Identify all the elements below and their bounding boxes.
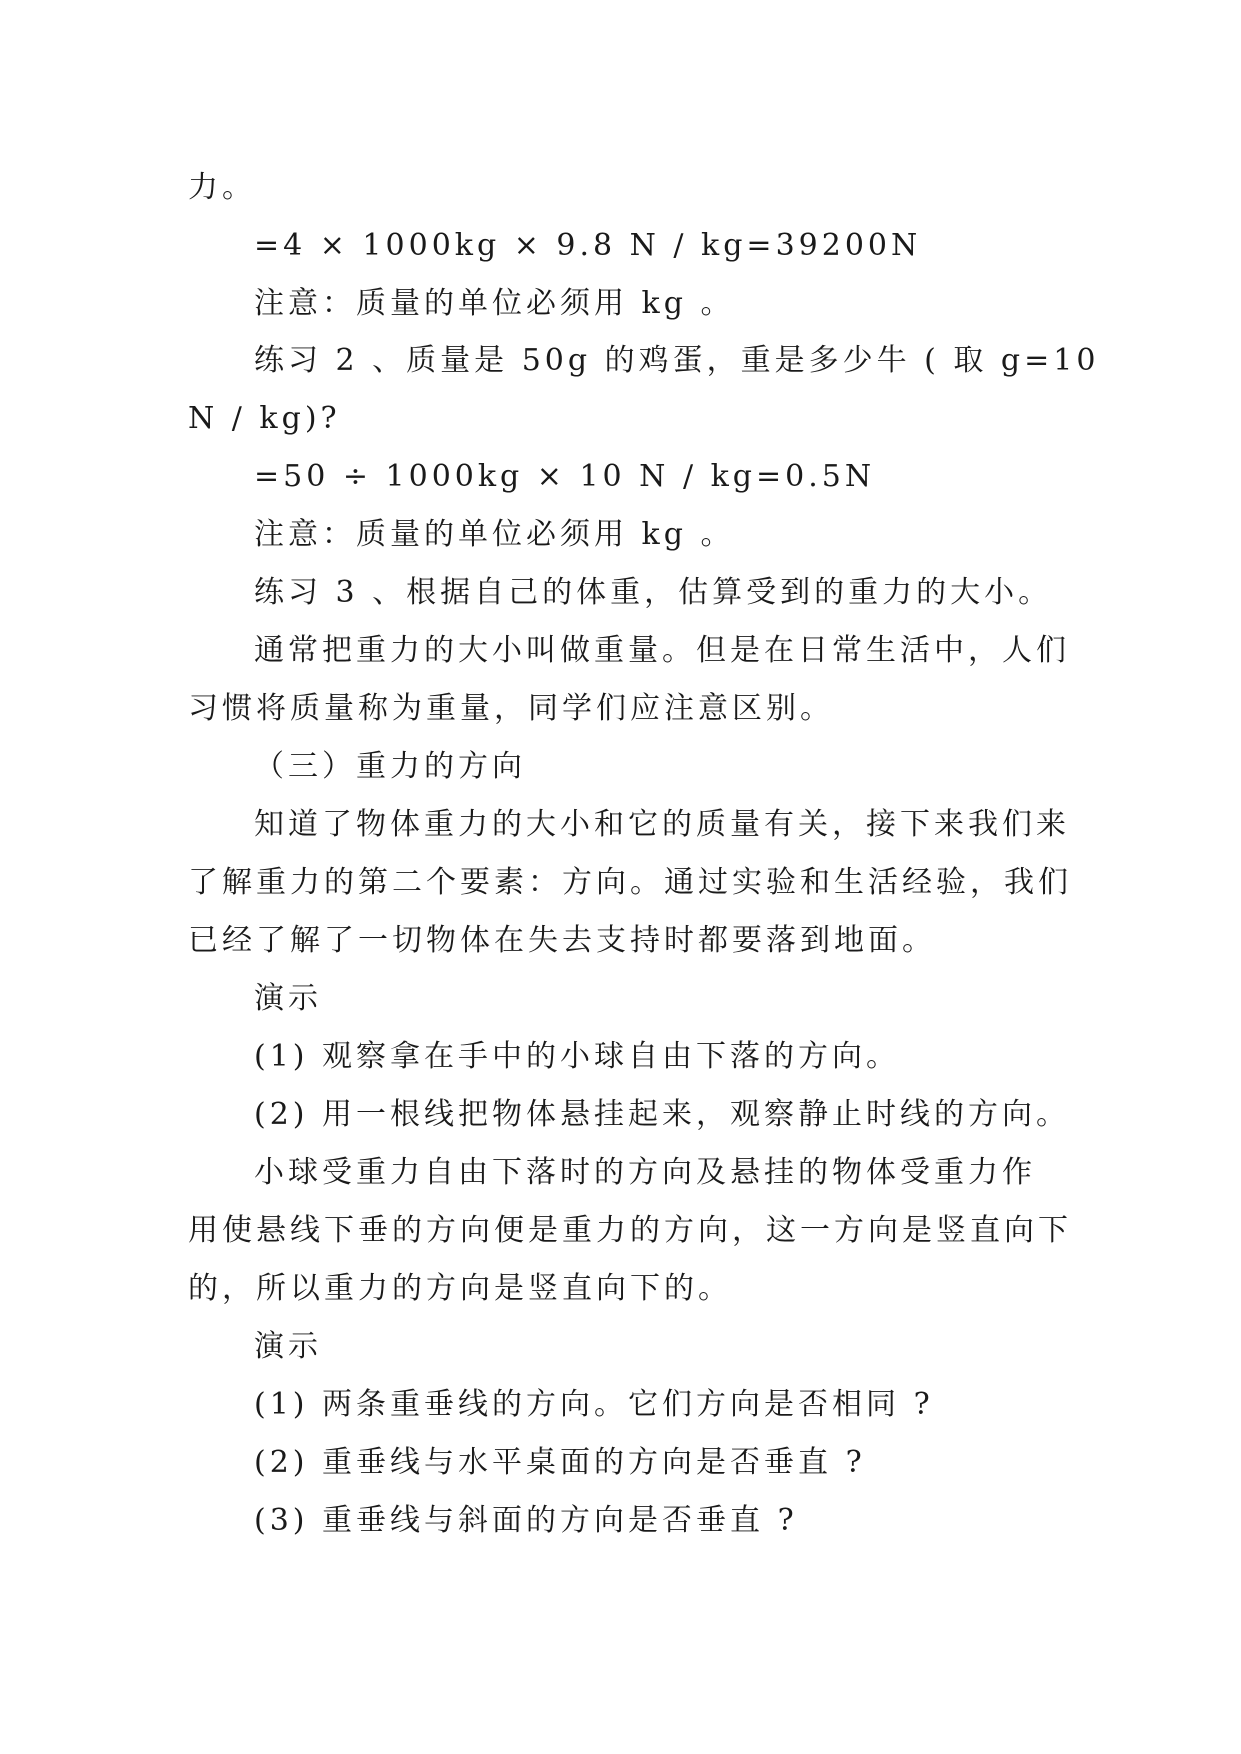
text-line: 已经了解了一切物体在失去支持时都要落到地面。 [188, 923, 936, 958]
text-line: 小球受重力自由下落时的方向及悬挂的物体受重力作 [254, 1155, 1036, 1190]
text-line: N / kg)? [188, 401, 341, 436]
text-line: 力。 [188, 170, 256, 205]
text-line: 注意：质量的单位必须用 kg 。 [254, 286, 735, 321]
text-line: 知道了物体重力的大小和它的质量有关，接下来我们来 [254, 807, 1070, 842]
text-line: 习惯将质量称为重量，同学们应注意区别。 [188, 691, 834, 726]
list-item: (3) 重垂线与斜面的方向是否垂直 ? [254, 1503, 798, 1538]
text-line: 通常把重力的大小叫做重量。但是在日常生活中，人们 [254, 633, 1070, 668]
text-line: 用使悬线下垂的方向便是重力的方向，这一方向是竖直向下 [188, 1213, 1072, 1248]
list-item: (1) 两条重垂线的方向。它们方向是否相同 ? [254, 1387, 934, 1422]
list-item: (2) 重垂线与水平桌面的方向是否垂直 ? [254, 1445, 866, 1480]
text-line: =50 ÷ 1000kg × 10 N / kg=0.5N [254, 459, 876, 494]
text-line: 的，所以重力的方向是竖直向下的。 [188, 1271, 732, 1306]
text-line: 演示 [254, 981, 322, 1016]
text-line: 注意：质量的单位必须用 kg 。 [254, 517, 735, 552]
text-line: =4 × 1000kg × 9.8 N / kg=39200N [254, 228, 922, 263]
text-line: 练习 3 、根据自己的体重，估算受到的重力的大小。 [254, 575, 1053, 610]
text-line: 了解重力的第二个要素：方向。通过实验和生活经验，我们 [188, 865, 1072, 900]
section-heading: （三）重力的方向 [254, 749, 526, 784]
text-line: 演示 [254, 1329, 322, 1364]
list-item: (2) 用一根线把物体悬挂起来，观察静止时线的方向。 [254, 1097, 1071, 1132]
text-line: 练习 2 、质量是 50g 的鸡蛋，重是多少牛 ( 取 g=10 [254, 343, 1100, 378]
list-item: (1) 观察拿在手中的小球自由下落的方向。 [254, 1039, 901, 1074]
